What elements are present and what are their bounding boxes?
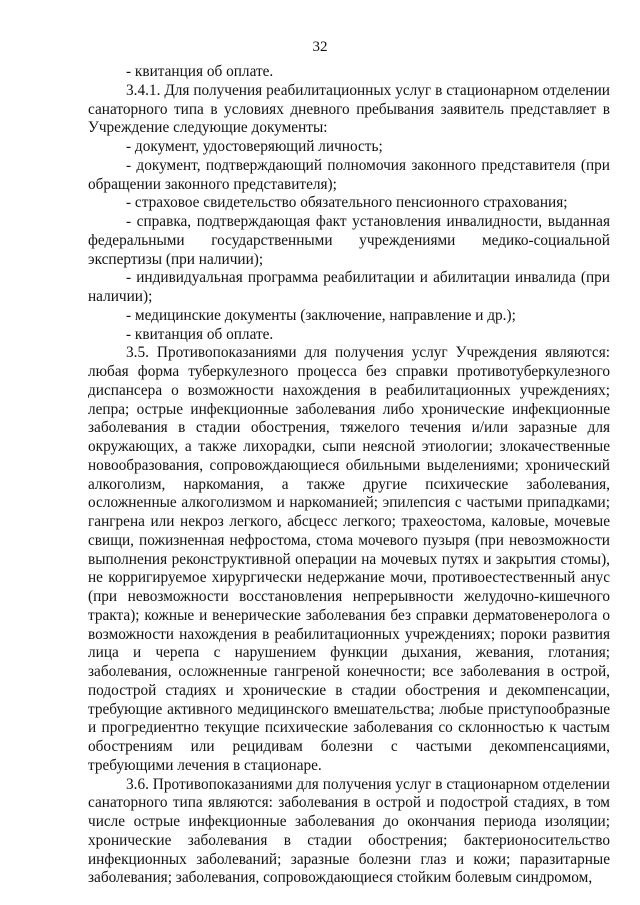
list-item-disability-certificate: - справка, подтверждающая факт установления инвалидности, выданная федеральными государственными учреждениями медико-социальной экспертизы (при наличии); bbox=[88, 213, 610, 268]
paragraph-3-6-contraindications: 3.6. Противопоказаниями для получения услуг в стационарном отделении санаторного типа являются: заболевания в острой и подострой стадиях, в том числе острые инфекционные заболевания до окончания периода изоляции; хронические заболевания в стадии обострения; бактерионосительство инфекционных заболеваний; заразные болезни глаз и кожи; паразитарные заболевания; заболевания, сопровождающиеся стойким болевым синдромом, bbox=[88, 775, 610, 887]
paragraph-receipt-1: - квитанция об оплате. bbox=[126, 63, 274, 80]
list-item-identity-document: - документ, удостоверяющий личность; bbox=[126, 138, 383, 155]
list-item-representative-authority: - документ, подтверждающий полномочия законного представителя (при обращении законного представителя); bbox=[88, 156, 610, 193]
list-item-medical-documents: - медицинские документы (заключение, направление и др.); bbox=[126, 306, 516, 324]
paragraph-3-4-1-intro: 3.4.1. Для получения реабилитационных услуг в стационарном отделении санаторного типа в условиях дневного пребывания заявитель представляет в Учреждение следующие документы: bbox=[88, 81, 610, 137]
list-item-pension-insurance: - страховое свидетельство обязательного пенсионного страхования; bbox=[126, 194, 568, 212]
paragraph-3-5-contraindications: 3.5. Противопоказаниями для получения услуг Учреждения являются: любая форма туберкулезного процесса без справки противотуберкулезного диспансера о возможности нахождения в реабилитационных учреждениях; лепра; острые инфекционные заболевания либо хронические инфекционные заболевания в стадии обострения, тяжелого течения и/или заразные для окружающих, а также лихорадки, сыпи неясной этиологии; злокачественные новообразования, сопровождающиеся обильными выделениями; хронический алкоголизм, наркомания, а также другие психические заболевания, осложненные алкоголизмом и наркоманией; эпилепсия с частыми припадками; гангрена или некроз легкого, абсцесс легкого; трахеостома, каловые, мочевые свищи, пожизненная нефростома, стома мочевого пузыря (при невозможности выполнения реконструктивной операции на мочевых путях и закрытия стомы), не корригируемое хирургически недержание мочи, противоестественный анус (при невозможности восстановления непрерывности желудочно-кишечного тракта); кожные и венерические заболевания без справки дерматовенеролога о возможности нахождения в реабилитационных учреждениях; пороки развития лица и черепа с нарушением функции дыхания, жевания, глотания; заболевания, осложненные гангреной конечности; все заболевания в острой, подострой стадиях и хронические в стадии обострения и декомпенсации, требующие активного медицинского вмешательства; любые приступообразные и прогредиентно текущие психические заболевания со склонностью к частым обострениям или рецидивам болезни с частыми декомпенсациями, требующими лечения в стационаре. bbox=[88, 344, 610, 774]
page-number: 32 bbox=[312, 39, 328, 55]
list-item-receipt-2: - квитанция об оплате. bbox=[126, 325, 274, 343]
list-item-rehabilitation-program: - индивидуальная программа реабилитации и абилитации инвалида (при наличии); bbox=[88, 269, 610, 305]
document-body bbox=[88, 63, 610, 888]
